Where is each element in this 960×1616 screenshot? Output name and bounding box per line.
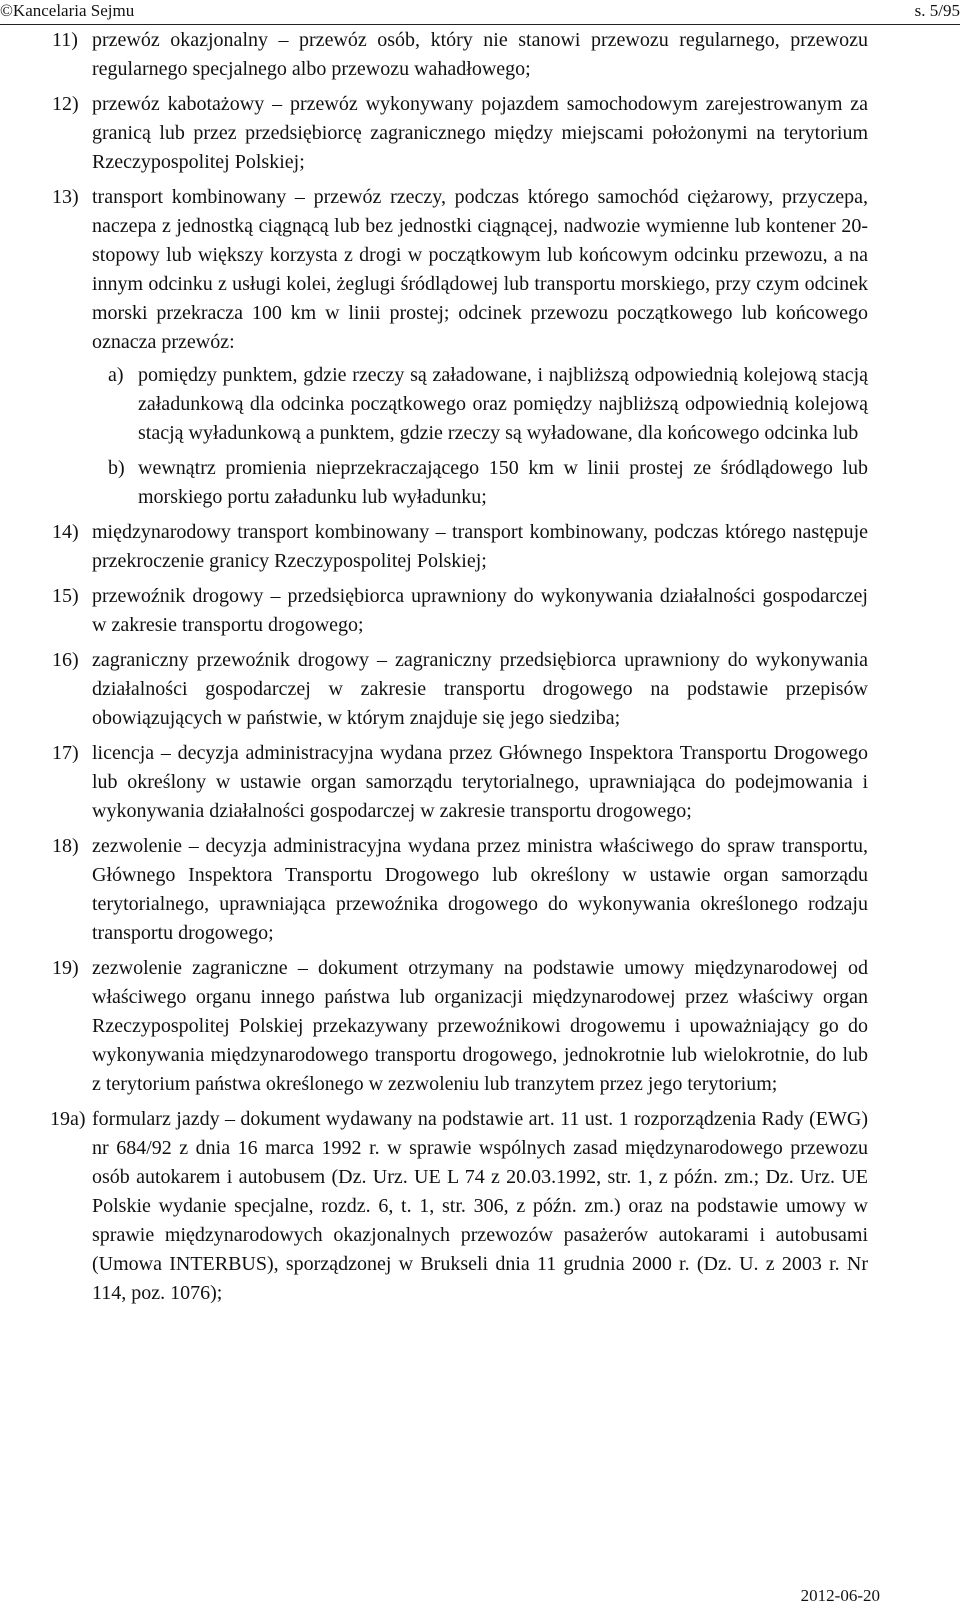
item-text: zezwolenie – decyzja administracyjna wydana przez ministra właściwego do spraw transportu, Głównego Inspektora Transportu Drogowego lub określony w ustawie organ samorządu terytorialnego, uprawniająca przewoźnika drogowego do wykonywania określonego rodzaju transportu drogowego;: [92, 835, 868, 944]
subitem-text: pomiędzy punktem, gdzie rzeczy są załadowane, i najbliższą odpowiednią kolejową stacją załadunkową dla odcinka początkowego oraz pomiędzy najbliższą odpowiednią kolejową stacją wyładunkową a punktem, gdzie rzeczy są wyładowane, dla końcowego odcinka lub: [138, 364, 868, 444]
header-page-number: [915, 1, 960, 21]
item-number: 19): [52, 957, 79, 979]
definition-item-12: [0, 90, 960, 177]
item-number: 18): [52, 835, 79, 857]
item-number: 16): [52, 649, 79, 671]
item-number: 13): [52, 186, 79, 208]
item-text: zagraniczny przewoźnik drogowy – zagraniczny przedsiębiorca uprawniony do wykonywania działalności gospodarczej w zakresie transportu drogowego na podstawie przepisów obowiązujących w państwie, w którym znajduje się jego siedziba;: [92, 649, 868, 729]
document-body: [0, 26, 960, 1314]
definition-item-18: [0, 832, 960, 948]
item-number: 14): [52, 521, 79, 543]
definition-item-19a: [0, 1105, 960, 1308]
item-text: przewóz kabotażowy – przewóz wykonywany pojazdem samochodowym zarejestrowanym za granicą lub przez przedsiębiorcę zagranicznego między miejscami położonymi na terytorium Rzeczypospolitej Polskiej;: [92, 93, 868, 173]
definition-item-13: [0, 183, 960, 357]
item-text: formularz jazdy – dokument wydawany na podstawie art. 11 ust. 1 rozporządzenia Rady (EWG) nr 684/92 z dnia 16 marca 1992 r. w sprawie wspólnych zasad międzynarodowego przewozu osób autokarem i autobusem (Dz. Urz. UE L 74 z 20.03.1992, str. 1, z późn. zm.; Dz. Urz. UE Polskie wydanie specjalne, rozdz. 6, t. 1, str. 306, z późn. zm.) oraz na podstawie umowy w sprawie międzynarodowych okazjonalnych przewozów pasażerów autokarami i autobusami (Umowa INTERBUS), sporządzonej w Brukseli dnia 11 grudnia 2000 r. (Dz. U. z 2003 r. Nr 114, poz. 1076);: [92, 1108, 868, 1304]
item-number: 19a): [50, 1108, 86, 1130]
subitem-letter: a): [108, 364, 124, 386]
item-number: 17): [52, 742, 79, 764]
definition-item-15: [0, 582, 960, 640]
item-text: zezwolenie zagraniczne – dokument otrzymany na podstawie umowy międzynarodowej od właściwego organu innego państwa lub organizacji międzynarodowej przez właściwy organ Rzeczypospolitej Polskiej przekazywany przewoźnikowi drogowemu i upoważniający go do wykonywania międzynarodowego transportu drogowego, jednokrotnie lub wielokrotnie, do lub z terytorium państwa określonego w zezwoleniu lub tranzytem przez jego terytorium;: [92, 957, 868, 1095]
definition-item-17: [0, 739, 960, 826]
item-text: przewóz okazjonalny – przewóz osób, który nie stanowi przewozu regularnego, przewozu regularnego specjalnego albo przewozu wahadłowego;: [92, 29, 868, 80]
item-number: 12): [52, 93, 79, 115]
item-number: 15): [52, 585, 79, 607]
item-text: przewoźnik drogowy – przedsiębiorca uprawniony do wykonywania działalności gospodarczej w zakresie transportu drogowego;: [92, 585, 868, 636]
definition-item-11: [0, 26, 960, 84]
item-text: licencja – decyzja administracyjna wydana przez Głównego Inspektora Transportu Drogowego lub określony w ustawie organ samorządu terytorialnego, uprawniająca do podejmowania i wykonywania działalności gospodarczej w zakresie transportu drogowego;: [92, 742, 868, 822]
definition-item-16: [0, 646, 960, 733]
subitem-letter: b): [108, 457, 125, 479]
item-text: międzynarodowy transport kombinowany – transport kombinowany, podczas którego następuje przekroczenie granicy Rzeczypospolitej Polskiej;: [92, 521, 868, 572]
header-page-number-text: s. 5/95: [914, 1, 960, 20]
item-text: transport kombinowany – przewóz rzeczy, podczas którego samochód ciężarowy, przyczepa, naczepa z jednostką ciągnącą lub bez jednostki ciągnącej, nadwozie wymienne lub kontener 20-stopowy lub większy korzysta z drogi w początkowym lub końcowym odcinku przewozu, a na innym odcinku z usługi kolei, żeglugi śródlądowej lub transportu morskiego, przy czym odcinek morski przekracza 100 km w linii prostej; odcinek przewozu początkowego lub końcowego oznacza przewóz:: [92, 186, 868, 353]
header-source-text: ©Kancelaria Sejmu: [0, 1, 135, 20]
subitem-13b: [0, 454, 960, 512]
item-number: 11): [52, 29, 78, 51]
footer-date: 2012-06-20: [800, 1586, 880, 1605]
subitem-13a: [0, 361, 960, 448]
page-header: [0, 0, 960, 25]
definition-item-19: [0, 954, 960, 1099]
definition-item-14: [0, 518, 960, 576]
subitem-text: wewnątrz promienia nieprzekraczającego 150 km w linii prostej ze śródlądowego lub morskiego portu załadunku lub wyładunku;: [138, 457, 868, 508]
header-source: [0, 1, 134, 21]
